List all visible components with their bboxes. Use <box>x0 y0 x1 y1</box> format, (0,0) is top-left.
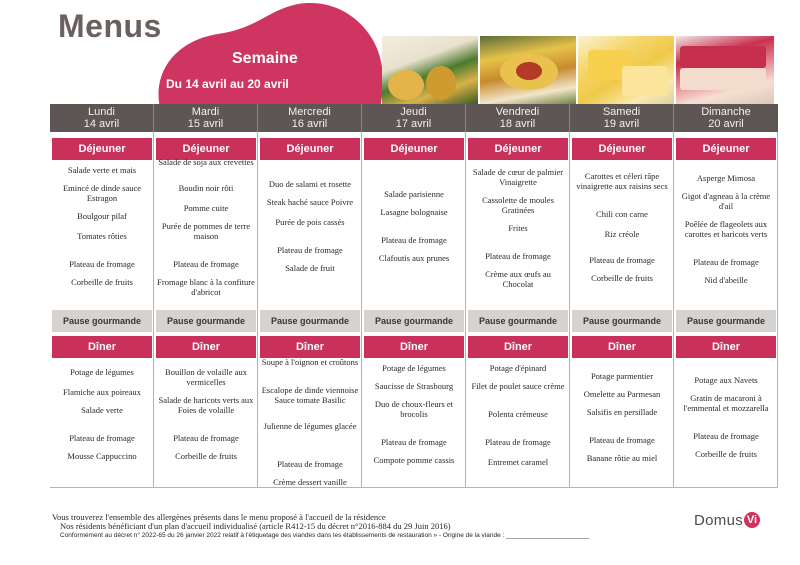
diner-label: Dîner <box>676 336 776 358</box>
menu-item: Compote pomme cassis <box>373 455 455 465</box>
menu-item: Crème dessert vanille <box>273 477 347 487</box>
food-photo-tart <box>676 36 774 104</box>
menu-item: Fromage blanc à la confiture d'abricot <box>157 277 255 297</box>
menu-item: Potage d'épinard <box>489 363 547 373</box>
menu-item: Corbeille de fruits <box>175 451 237 461</box>
menu-item: Clafoutis aux prunes <box>378 253 450 263</box>
allergen-notice: Vous trouverez l'ensemble des allergènes présents dans le menu proposé à l'accueil de la résidence <box>52 512 386 522</box>
menu-item: Plateau de fromage <box>693 257 759 267</box>
menu-item: Boudin noir rôti <box>178 183 234 193</box>
menu-item: Banane rôtie au miel <box>586 453 658 463</box>
dejeuner-label: Déjeuner <box>572 138 672 160</box>
grid-bottom-border <box>50 487 778 488</box>
menu-item: Julienne de légumes glacée <box>263 421 357 431</box>
dejeuner-label: Déjeuner <box>52 138 152 160</box>
pause-gourmande-label: Pause gourmande <box>676 310 776 332</box>
week-label: Semaine <box>232 50 298 67</box>
menu-item: Potage de légumes <box>382 363 446 373</box>
menu-item: Soupe à l'oignon et croûtons <box>261 357 359 367</box>
menu-item: Emincé de dinde sauce Estragon <box>62 183 142 203</box>
day-header: Dimanche 20 avril <box>701 106 751 130</box>
menu-item: Gratin de macaroni à l'emmental et mozzarella <box>683 393 769 413</box>
menu-item: Plateau de fromage <box>693 431 759 441</box>
logo-mark-icon: Vi <box>744 512 760 528</box>
day-column <box>466 132 570 488</box>
week-dates: Du 14 avril au 20 avril <box>166 77 289 91</box>
menu-item: Pomme cuite <box>183 203 229 213</box>
day-column <box>50 132 154 488</box>
menu-item: Salade de haricots verts aux Foies de volaille <box>158 395 254 415</box>
menu-item: Plateau de fromage <box>173 433 239 443</box>
dejeuner-label: Déjeuner <box>468 138 568 160</box>
menu-item: Salade de soja aux crevettes <box>158 157 254 167</box>
menu-item: Salade de cœur de palmier Vinaigrette <box>472 167 564 187</box>
day-header: Jeudi 17 avril <box>362 104 466 132</box>
food-photo-pasta <box>480 36 576 104</box>
menu-item: Flamiche aux poireaux <box>63 387 141 397</box>
menu-item: Riz créole <box>604 229 640 239</box>
menu-item: Poêlée de flageolets aux carottes et haricots verts <box>684 219 768 239</box>
menu-item: Potage parmentier <box>590 371 654 381</box>
menu-item: Saucisse de Strasbourg <box>374 381 454 391</box>
menu-item: Bouillon de volaille aux vermicelles <box>165 367 247 387</box>
menu-item: Salade verte <box>81 405 123 415</box>
menu-item: Tomates rôties <box>77 231 127 241</box>
menu-item: Nid d'abeille <box>704 275 748 285</box>
diner-label: Dîner <box>468 336 568 358</box>
menu-item: Carottes et céleri râpe vinaigrette aux raisins secs <box>576 171 668 191</box>
menu-item: Entremet caramel <box>487 457 549 467</box>
menu-item: Omelette au Parmesan <box>583 389 661 399</box>
pause-gourmande-label: Pause gourmande <box>52 310 152 332</box>
menu-item: Mousse Cappuccino <box>67 451 137 461</box>
dejeuner-label: Déjeuner <box>364 138 464 160</box>
pause-gourmande-label: Pause gourmande <box>260 310 360 332</box>
food-photo-cheese <box>578 36 674 104</box>
diner-label: Dîner <box>572 336 672 358</box>
menu-item: Chili con carne <box>596 209 648 219</box>
menu-item: Cassolette de moules Gratinées <box>482 195 554 215</box>
menu-item: Salade parisienne <box>384 189 444 199</box>
menu-item: Salade verte et mais <box>67 165 137 175</box>
pause-gourmande-label: Pause gourmande <box>572 310 672 332</box>
meat-origin-notice: Conformément au décret n° 2022-65 du 26 janvier 2022 relatif à l'étiquetage des viandes dans les établissements de restauration » - Origine de la viande : _______________________ <box>60 532 590 539</box>
menu-item: Plateau de fromage <box>485 437 551 447</box>
day-column <box>674 132 778 488</box>
menu-item: Potage de légumes <box>70 367 134 377</box>
menu-item: Plateau de fromage <box>381 437 447 447</box>
menu-item: Plateau de fromage <box>381 235 447 245</box>
menu-item: Corbeille de fruits <box>695 449 757 459</box>
menu-item: Plateau de fromage <box>589 255 655 265</box>
day-header: Samedi 19 avril <box>570 104 674 132</box>
dejeuner-label: Déjeuner <box>676 138 776 160</box>
pause-gourmande-label: Pause gourmande <box>364 310 464 332</box>
menu-item: Corbeille de fruits <box>71 277 133 287</box>
menu-item: Plateau de fromage <box>69 433 135 443</box>
menu-item: Plateau de fromage <box>485 251 551 261</box>
day-header: Lundi 14 avril <box>50 104 154 132</box>
menu-item: Purée de pois cassés <box>275 217 345 227</box>
diner-label: Dîner <box>156 336 256 358</box>
menu-item: Plateau de fromage <box>277 459 343 469</box>
menu-item: Asperge Mimosa <box>696 173 756 183</box>
day-column <box>154 132 258 488</box>
menu-item: Purée de pommes de terre maison <box>161 221 251 241</box>
menu-item: Boulgour pilaf <box>77 211 127 221</box>
menu-item: Polenta crémeuse <box>488 409 548 419</box>
menu-item: Plateau de fromage <box>589 435 655 445</box>
diner-label: Dîner <box>260 336 360 358</box>
days-header <box>50 104 778 132</box>
diner-label: Dîner <box>52 336 152 358</box>
day-column <box>570 132 674 488</box>
day-column <box>258 132 362 488</box>
food-photo-verrine <box>382 36 478 104</box>
menu-item: Lasagne bolognaise <box>380 207 448 217</box>
menu-item: Plateau de fromage <box>173 259 239 269</box>
pause-gourmande-label: Pause gourmande <box>156 310 256 332</box>
menu-item: Plateau de fromage <box>69 259 135 269</box>
logo-text: Domus <box>694 511 744 529</box>
menu-item: Gigot d'agneau à la crème d'ail <box>681 191 771 211</box>
menu-grid <box>50 104 778 488</box>
pause-gourmande-label: Pause gourmande <box>468 310 568 332</box>
menu-item: Corbeille de fruits <box>591 273 653 283</box>
day-header: Vendredi 18 avril <box>466 104 570 132</box>
pai-notice: Nos résidents bénéficiant d'un plan d'accueil individualisé (article R412-15 du décret n°2016-884 du 29 Juin 2016) <box>60 521 451 531</box>
menu-item: Escalope de dinde viennoise Sauce tomate Basilic <box>261 385 359 405</box>
dejeuner-label: Déjeuner <box>260 138 360 160</box>
menu-item: Crème aux œufs au Chocolat <box>485 269 551 289</box>
menu-item: Filet de poulet sauce crème <box>471 381 565 391</box>
domusvi-logo <box>694 510 760 530</box>
menu-item: Steak haché sauce Poivre <box>266 197 354 207</box>
day-header: Mardi 15 avril <box>154 104 258 132</box>
menu-item: Salade de fruit <box>285 263 335 273</box>
diner-label: Dîner <box>364 336 464 358</box>
day-column <box>362 132 466 488</box>
menu-item: Duo de choux-fleurs et brocolis <box>374 399 454 419</box>
menu-item: Duo de salami et rosette <box>268 179 352 189</box>
page-title: Menus <box>58 8 162 44</box>
dejeuner-label: Déjeuner <box>156 138 256 160</box>
menu-item: Salsifis en persillade <box>586 407 658 417</box>
menu-item: Plateau de fromage <box>277 245 343 255</box>
day-header: Mercredi 16 avril <box>258 104 362 132</box>
menu-item: Potage aux Navets <box>694 375 758 385</box>
menu-item: Frites <box>508 223 528 233</box>
